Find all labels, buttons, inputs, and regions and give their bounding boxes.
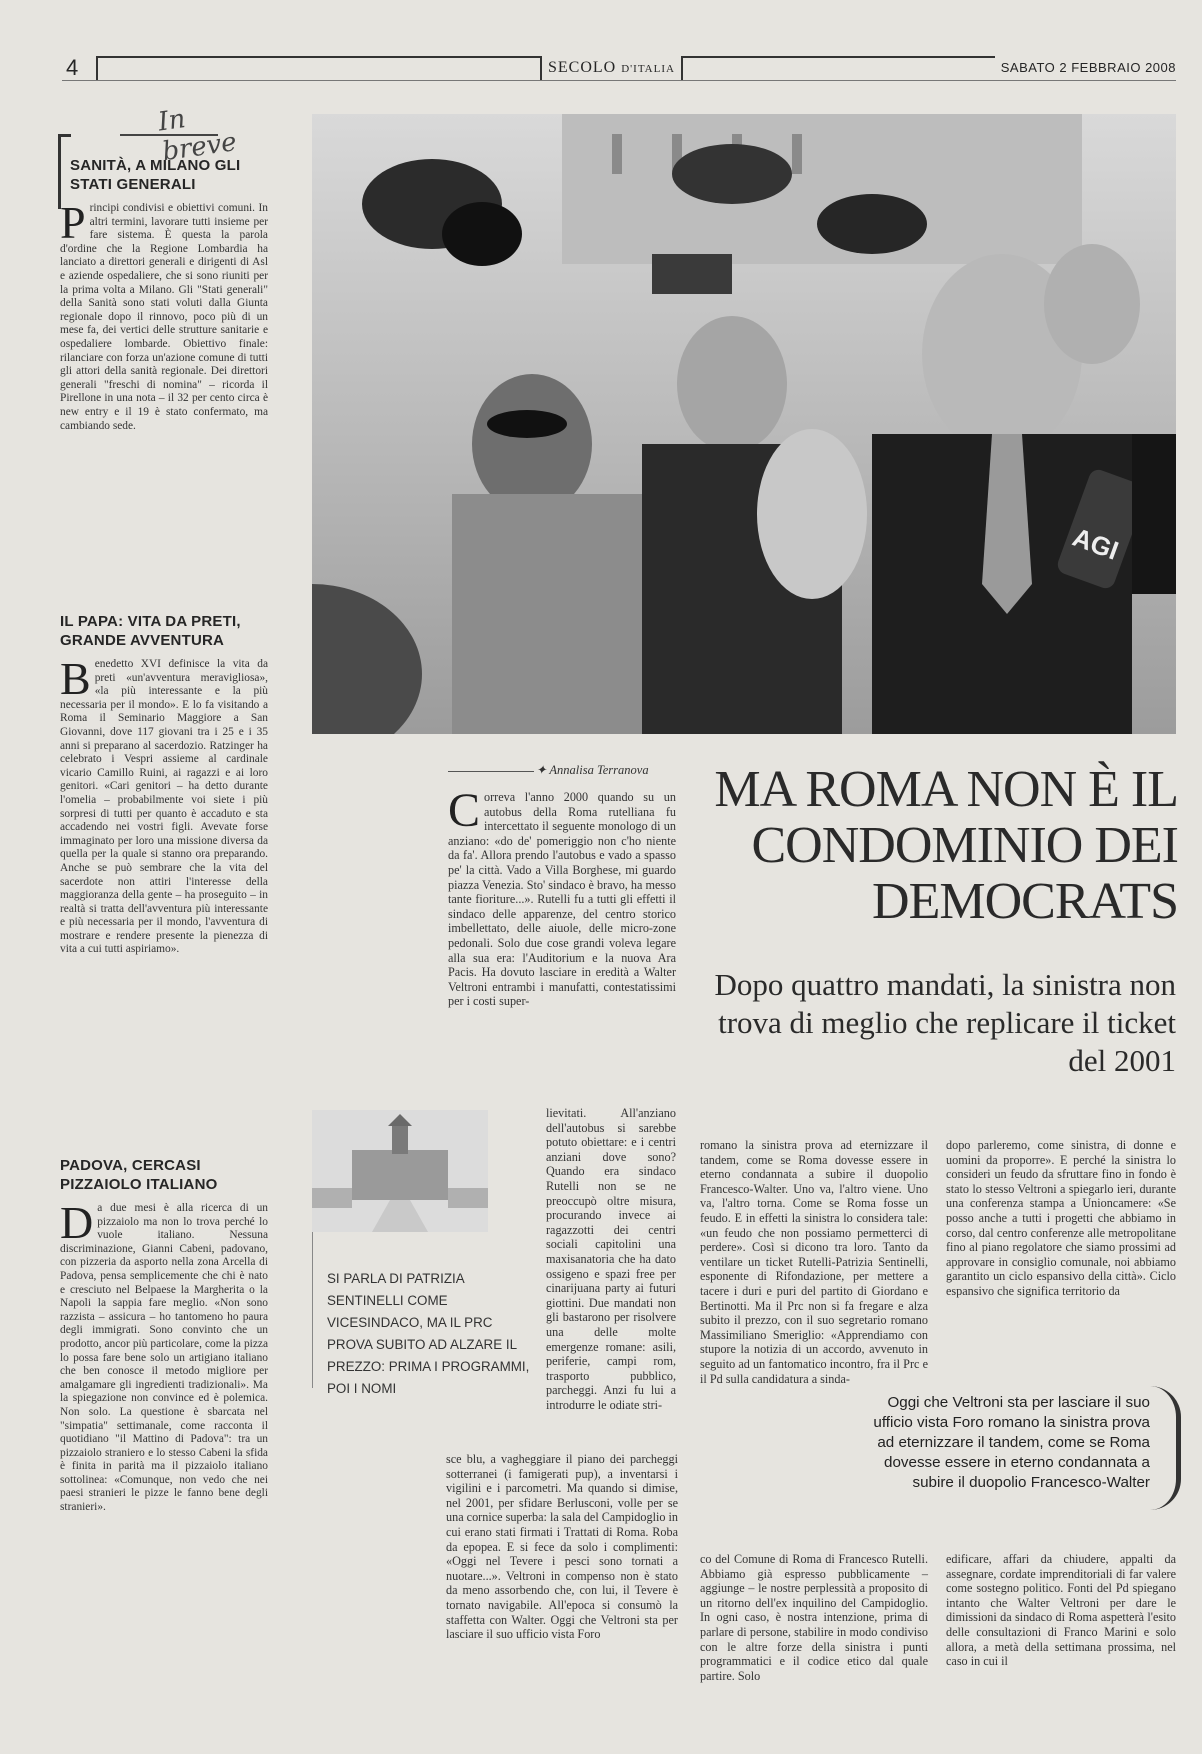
- brief-padova: [60, 1156, 268, 1515]
- brief-dropcap: B: [60, 653, 91, 704]
- article-col2-top: romano la sinistra prova ad eternizzare il tandem, come se Roma dovesse essere in eterno condannata a subire il duopolio Francesco-Walter. Uno va, l'altro viene. Uno va, l'altro torna. Come se Roma fosse un feudo. E in effetti la sinistra lo considera tale: «un feudo che non possiamo permetterci di perdere». Così si dicono tra loro. Tanto da ventilare un ticket Rutelli-Patrizia Sentinelli, esponente di Rifondazione, per mettere a tacere i duri e puri del partito di Giordano e Bertinotti. Ma il Prc non si fa fregare e alza subito il prezzo, con il suo segretario romano Massimiliano Smeriglio: «Apprendiamo con stupore la notizia di un accordo, avvenuto in seguito ad un fantomatico incontro, fra il Prc e il Pd sulla candidatura a sinda-: [700, 1138, 928, 1386]
- brief-headline: IL PAPA: VITA DA PRETI, GRANDE AVVENTURA: [60, 613, 241, 649]
- pull-quote-bracket: [1150, 1386, 1181, 1510]
- brief-bracket: [58, 134, 71, 209]
- article-text: orreva l'anno 2000 quando su un autobus della Roma rutelliana fu intercettato il seguente monologo di un anziano: «do de' pomeriggio non c'ho niente da fa'. Allora prendo l'autobus e vado a spasso pe' la città. Vado a Villa Borghese, mi guardo piazza Venezia. Sto' sindaco è bravo, ha messo tante fioriture...». Rutelli fu a tutti gli effetti il sindaco delle apparenze, del centro storico imbellettato, delle aiuole, delle micro-zone pedonali. Solo due cose grandi voleva legare alla sua era: l'Auditorium e la nuova Ara Pacis. Ha dovuto lasciare in eredità a Walter Veltroni entrambi i manufatti, contestatissimi per i costi super-: [448, 790, 676, 1009]
- in-breve-label: In breve: [156, 104, 239, 168]
- brief-dropcap: D: [60, 1197, 94, 1248]
- article-col1-right: lievitati. All'anziano dell'autobus si sarebbe potuto obiettare: e i centri anziani dove sono? Quando era sindaco Rutelli non se ne preoccupò oltre misura, procurando invece ai ragazzotti dei centri sociali capitolini una maxisanatoria che ha dato ossigeno e spazi free per cinarijuana party ai futuri giottini. Due mandati non gli bastarono per risolvere una delle molte emergenze romane: asili, periferie, campi rom, trasporto pubblico, parcheggi. Anzi fu lui a introdurre le odiate stri-: [546, 1106, 676, 1412]
- brief-text: [60, 197, 268, 433]
- paper-name: [540, 56, 683, 80]
- article-col1-top: [448, 784, 676, 1009]
- brief-headline: PADOVA, CERCASI PIZZAIOLO ITALIANO: [60, 1157, 218, 1193]
- article-headline: MA ROMA NON È IL CONDOMINIO DEI DEMOCRATS: [714, 761, 1178, 930]
- pull-quote: Oggi che Veltroni sta per lasciare il suo ufficio vista Foro romano la sinistra prova ad eternizzare il tandem, come se Roma dovesse essere in eterno condannata a subire il duopolio Francesco-Walter: [873, 1394, 1150, 1491]
- issue-date: SABATO 2 FEBBRAIO 2008: [995, 56, 1176, 80]
- main-photo: [312, 114, 1176, 734]
- brief-headline: SANITÀ, A MILANO GLI STATI GENERALI: [70, 157, 241, 193]
- paper-name-main: SECOLO: [548, 59, 617, 76]
- byline-author: Annalisa Terranova: [549, 763, 649, 777]
- masthead-bottom-rule: [62, 80, 1176, 81]
- campidoglio-photo: [312, 1110, 488, 1232]
- article-subheadline: Dopo quattro mandati, la sinistra non trova di meglio che replicare il ticket del 2001: [714, 967, 1176, 1078]
- article-dropcap: C: [448, 784, 481, 837]
- caption-box: [312, 1232, 539, 1396]
- brief-papa: [60, 612, 268, 957]
- byline: ✦ Annalisa Terranova: [536, 763, 649, 777]
- article-col1-bottom: sce blu, a vagheggiare il piano dei parcheggi sotterranei (i famigerati pup), a inventarsi i vigilini e i parcometri. Ma quando si dimise, nel 2001, per sfidare Berlusconi, volle per se una cornice superba: la sala del Campidoglio in cui erano stati firmati i Trattati di Roma. Roba da epopea. E si fece da solo i complimenti: «Oggi nel Tevere i pesci sono tornati a nuotare...». Veltroni in compenso non è stato da meno assorbendo che, con lui, il Tevere è tornato navigabile. All'epoca si consumò la staffetta con Walter. Oggi che Veltroni sta per lasciare il suo ufficio vista Foro: [446, 1452, 678, 1642]
- article-col3-top: dopo parleremo, come sinistra, di donne e uomini da proporre». E perché la sinistra lo consideri un feudo da sfruttare fino in fondo è stato lo stesso Veltroni a spiegarlo ieri, durante una conferenza stampa a Unioncamere: «Se posso anche a tutti i progetti che abbiamo in corso, dal centro conferenze alle metropolitane fino al piano regolatore che siamo prossimi ad approvare in consiglio comunale, noi abbiamo garantito un ciclo espansivo della città». Ciclo espansivo che significa territorio da: [946, 1138, 1176, 1298]
- caption-text: SI PARLA DI PATRIZIA SENTINELLI COME VICESINDACO, MA IL PRC PROVA SUBITO AD ALZARE IL PREZZO: PRIMA I PROGRAMMI, POI I NOMI: [327, 1271, 530, 1396]
- brief-text: [60, 1197, 268, 1515]
- brief-sanita: [60, 134, 268, 433]
- article-col3-bottom: edificare, affari da chiudere, appalti da assegnare, cordate imprenditoriali di far valere come sostegno politico. Fonti del Pd spiegano intanto che Walter Veltroni per dare le dimissioni da sindaco di Roma aspetterà l'esito delle consultazioni di Franco Marini e solo allora, a metà della settimana prossima, nel caso in cui il: [946, 1552, 1176, 1669]
- article-col2-bottom: co del Comune di Roma di Francesco Rutelli. Abbiamo già espresso pubblicamente – aggiunge – le nostre perplessità a proposito di un ritorno dell'ex inquilino del Campidoglio. In ogni caso, è nostra intenzione, prima di parlare di persone, stabilire in modo condiviso con le altre forze della sinistra i punti programmatici e il codice etico dal quale partire. Solo: [700, 1552, 928, 1683]
- paper-name-suffix: D'ITALIA: [621, 63, 675, 75]
- campidoglio-image: [312, 1110, 488, 1232]
- brief-text: [60, 653, 268, 957]
- brief-body: rincipi condivisi e obiettivi comuni. In altri termini, lavorare tutti insieme per fare sistema. È questa la parola d'ordine che la Regione Lombardia ha lanciato a direttori generali e dirigenti di Asl e aziende ospedaliere, che si sono riuniti per la prima volta a Milano. Gli "Stati generali" della Sanità sono stati voluti dalla Giunta regionale dopo il rinnovo, poco più di un mese fa, dei vertici delle strutture sanitarie e ospedaliere lombarde. Obiettivo finale: rilanciare con forza un'azione comune di tutti gli attori della sanità regionale. Dei direttori generali "freschi di nomina" – ricorda il Pirellone in una nota – il 32 per cento circa è new entry e il 19 è stato confermato, ma cambiando sede.: [60, 202, 268, 432]
- brief-body: a due mesi è alla ricerca di un pizzaiolo ma non lo trova perché lo vuole italiano. Nessuna discriminazione, Gianni Cabeni, padovano, con pizzeria da asporto nella zona Arcella di Padova, pensa semplicemente che chi è nato e cresciuto nel Belpaese la Margherita o la Napoli la sappia fare meglio. «Non sono razzista – assicura – ho tantomeno ho paura degli immigrati. Sono convinto che un prodotto, ancor più particolare, come la pizza lo possa fare bene solo un artigiano italiano che ben conosce il metodo migliore per amalgamare gli ingredienti tradizionali». Ma la spiegazione non convince ed è polemica. Non solo. La questione è sbarcata nel "simpatia" settimanale, come racconta il quotidiano "il Mattino di Padova": tra un pizzaiolo straniero e lo stesso Cabeni la sfida è finita in parità ma il pizzaiolo italiano sottolinea: «Comunque, non vedo che nei paesi stranieri le pizze le fanno bene degli stranieri».: [60, 1202, 268, 1514]
- brief-body: enedetto XVI definisce la vita da preti «un'avventura meravigliosa», «la più interessante e la più necessaria per il mondo». E lo fa visitando a Roma il Seminario Maggiore a San Giovanni, dove 117 giovani tra i 25 e i 35 anni si preparano al sacerdozio. Ratzinger ha celebrato i Vespri assieme al cardinale vicario Camillo Ruini, ai ragazzi e ai loro genitori. «Cari genitori – ha detto durante l'omelia – probabilmente voi siete i più sorpresi di tutti per quanto è accaduto e sta accadendo nei vostri figli. Avevate forse immaginato per loro una missione diversa da quella per la quale si stanno ora preparando. Anche se può sembrare che la vita del sacerdote non attiri l'interesse della maggioranza della gente – ha proseguito – in realtà si tratta dell'avventura più interessante e più necessaria per il mondo, l'avventura di mostrare e rendere presente la pienezza di vita a cui tutti aspiriamo».: [60, 658, 268, 956]
- brief-dropcap: P: [60, 197, 86, 248]
- press-crowd-photo: [312, 114, 1176, 734]
- page-number: 4: [62, 56, 98, 80]
- byline-rule: [448, 771, 534, 772]
- mic-logo: AGI: [1068, 521, 1123, 566]
- masthead: [62, 50, 1176, 86]
